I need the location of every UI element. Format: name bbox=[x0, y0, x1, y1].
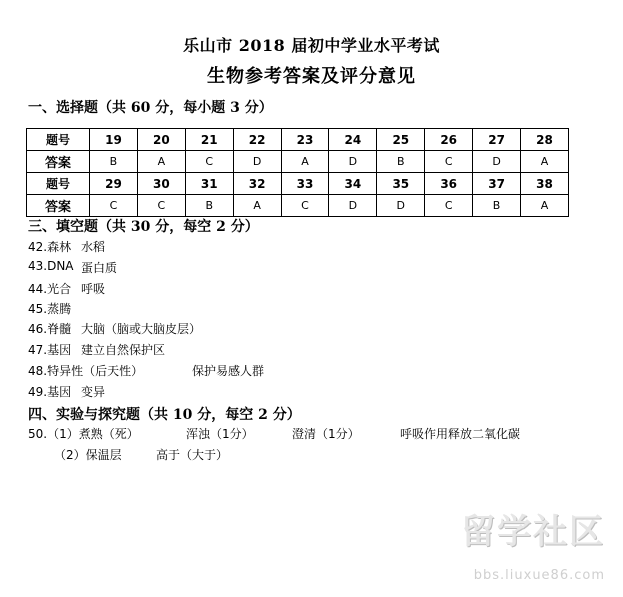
answer-cell: A bbox=[281, 151, 329, 173]
question-number: 32 bbox=[233, 173, 281, 195]
answer-cell: C bbox=[281, 195, 329, 217]
fill-answer: 大脑（脑或大脑皮层） bbox=[81, 322, 202, 336]
question-number: 29 bbox=[90, 173, 138, 195]
answer-cell: B bbox=[185, 195, 233, 217]
fill-answer: 保护易感人群 bbox=[192, 364, 265, 378]
experiment-part-5: （2）保温层 bbox=[54, 448, 122, 462]
fill-answer: 水稻 bbox=[81, 240, 106, 254]
choice-answer-table bbox=[26, 128, 569, 217]
fill-question: 49.基因 bbox=[28, 385, 72, 399]
section-experiment-heading: 四、实验与探究题（共 10 分，每空 2 分） bbox=[28, 407, 301, 423]
answer-key-title: 生物参考答案及评分意见 bbox=[207, 66, 416, 87]
table-row bbox=[27, 151, 569, 173]
experiment-part-3: 澄清（1分） bbox=[292, 427, 360, 441]
watermark-url: bbs.liuxue86.com bbox=[473, 568, 605, 583]
question-number: 24 bbox=[329, 129, 377, 151]
answer-cell: B bbox=[377, 151, 425, 173]
answer-cell: B bbox=[90, 151, 138, 173]
fill-answer: 建立自然保护区 bbox=[81, 343, 166, 357]
fill-answer: 呼吸 bbox=[81, 282, 106, 296]
experiment-part-6: 高于（大于） bbox=[156, 448, 229, 462]
question-number: 36 bbox=[425, 173, 473, 195]
experiment-part-4: 呼吸作用释放二氧化碳 bbox=[400, 427, 521, 441]
section-choice-heading: 一、选择题（共 60 分，每小题 3 分） bbox=[28, 100, 273, 116]
answer-cell: C bbox=[137, 195, 185, 217]
fill-question: 44.光合 bbox=[28, 282, 72, 296]
question-number: 23 bbox=[281, 129, 329, 151]
question-number: 35 bbox=[377, 173, 425, 195]
answer-cell: A bbox=[521, 151, 569, 173]
answer-cell: D bbox=[329, 151, 377, 173]
answer-cell: D bbox=[233, 151, 281, 173]
question-number: 33 bbox=[281, 173, 329, 195]
row-label-number: 题号 bbox=[27, 129, 90, 151]
experiment-part-2: 浑浊（1分） bbox=[186, 427, 254, 441]
question-number: 21 bbox=[185, 129, 233, 151]
row-label-number: 题号 bbox=[27, 173, 90, 195]
exam-title: 乐山市 2018 届初中学业水平考试 bbox=[183, 36, 440, 55]
answer-cell: D bbox=[377, 195, 425, 217]
answer-cell: B bbox=[473, 195, 521, 217]
watermark-logo: 留学社区 bbox=[461, 512, 605, 552]
row-label-answer: 答案 bbox=[27, 195, 90, 217]
question-number: 37 bbox=[473, 173, 521, 195]
question-number: 26 bbox=[425, 129, 473, 151]
experiment-part-1: 50.（1）煮熟（死） bbox=[28, 427, 139, 441]
question-number: 27 bbox=[473, 129, 521, 151]
question-number: 34 bbox=[329, 173, 377, 195]
answer-cell: D bbox=[329, 195, 377, 217]
answer-cell: A bbox=[521, 195, 569, 217]
answer-cell: C bbox=[185, 151, 233, 173]
table-row bbox=[27, 129, 569, 151]
question-number: 28 bbox=[521, 129, 569, 151]
answer-cell: C bbox=[425, 195, 473, 217]
answer-cell: C bbox=[425, 151, 473, 173]
question-number: 30 bbox=[137, 173, 185, 195]
fill-answer: 蛋白质 bbox=[81, 261, 118, 275]
question-number: 31 bbox=[185, 173, 233, 195]
fill-question: 43.DNA bbox=[28, 259, 74, 273]
question-number: 22 bbox=[233, 129, 281, 151]
answer-cell: D bbox=[473, 151, 521, 173]
fill-question: 46.脊髓 bbox=[28, 322, 72, 336]
fill-answer: 变异 bbox=[81, 385, 106, 399]
table-row bbox=[27, 173, 569, 195]
answer-cell: A bbox=[233, 195, 281, 217]
fill-question: 42.森林 bbox=[28, 240, 72, 254]
fill-question: 48.特异性（后天性） bbox=[28, 364, 144, 378]
answer-cell: C bbox=[90, 195, 138, 217]
row-label-answer: 答案 bbox=[27, 151, 90, 173]
question-number: 25 bbox=[377, 129, 425, 151]
question-number: 19 bbox=[90, 129, 138, 151]
fill-question: 47.基因 bbox=[28, 343, 72, 357]
question-number: 20 bbox=[137, 129, 185, 151]
fill-question: 45.蒸腾 bbox=[28, 302, 72, 316]
section-fill-heading: 三、填空题（共 30 分，每空 2 分） bbox=[28, 219, 259, 235]
table-row bbox=[27, 195, 569, 217]
question-number: 38 bbox=[521, 173, 569, 195]
answer-cell: A bbox=[137, 151, 185, 173]
